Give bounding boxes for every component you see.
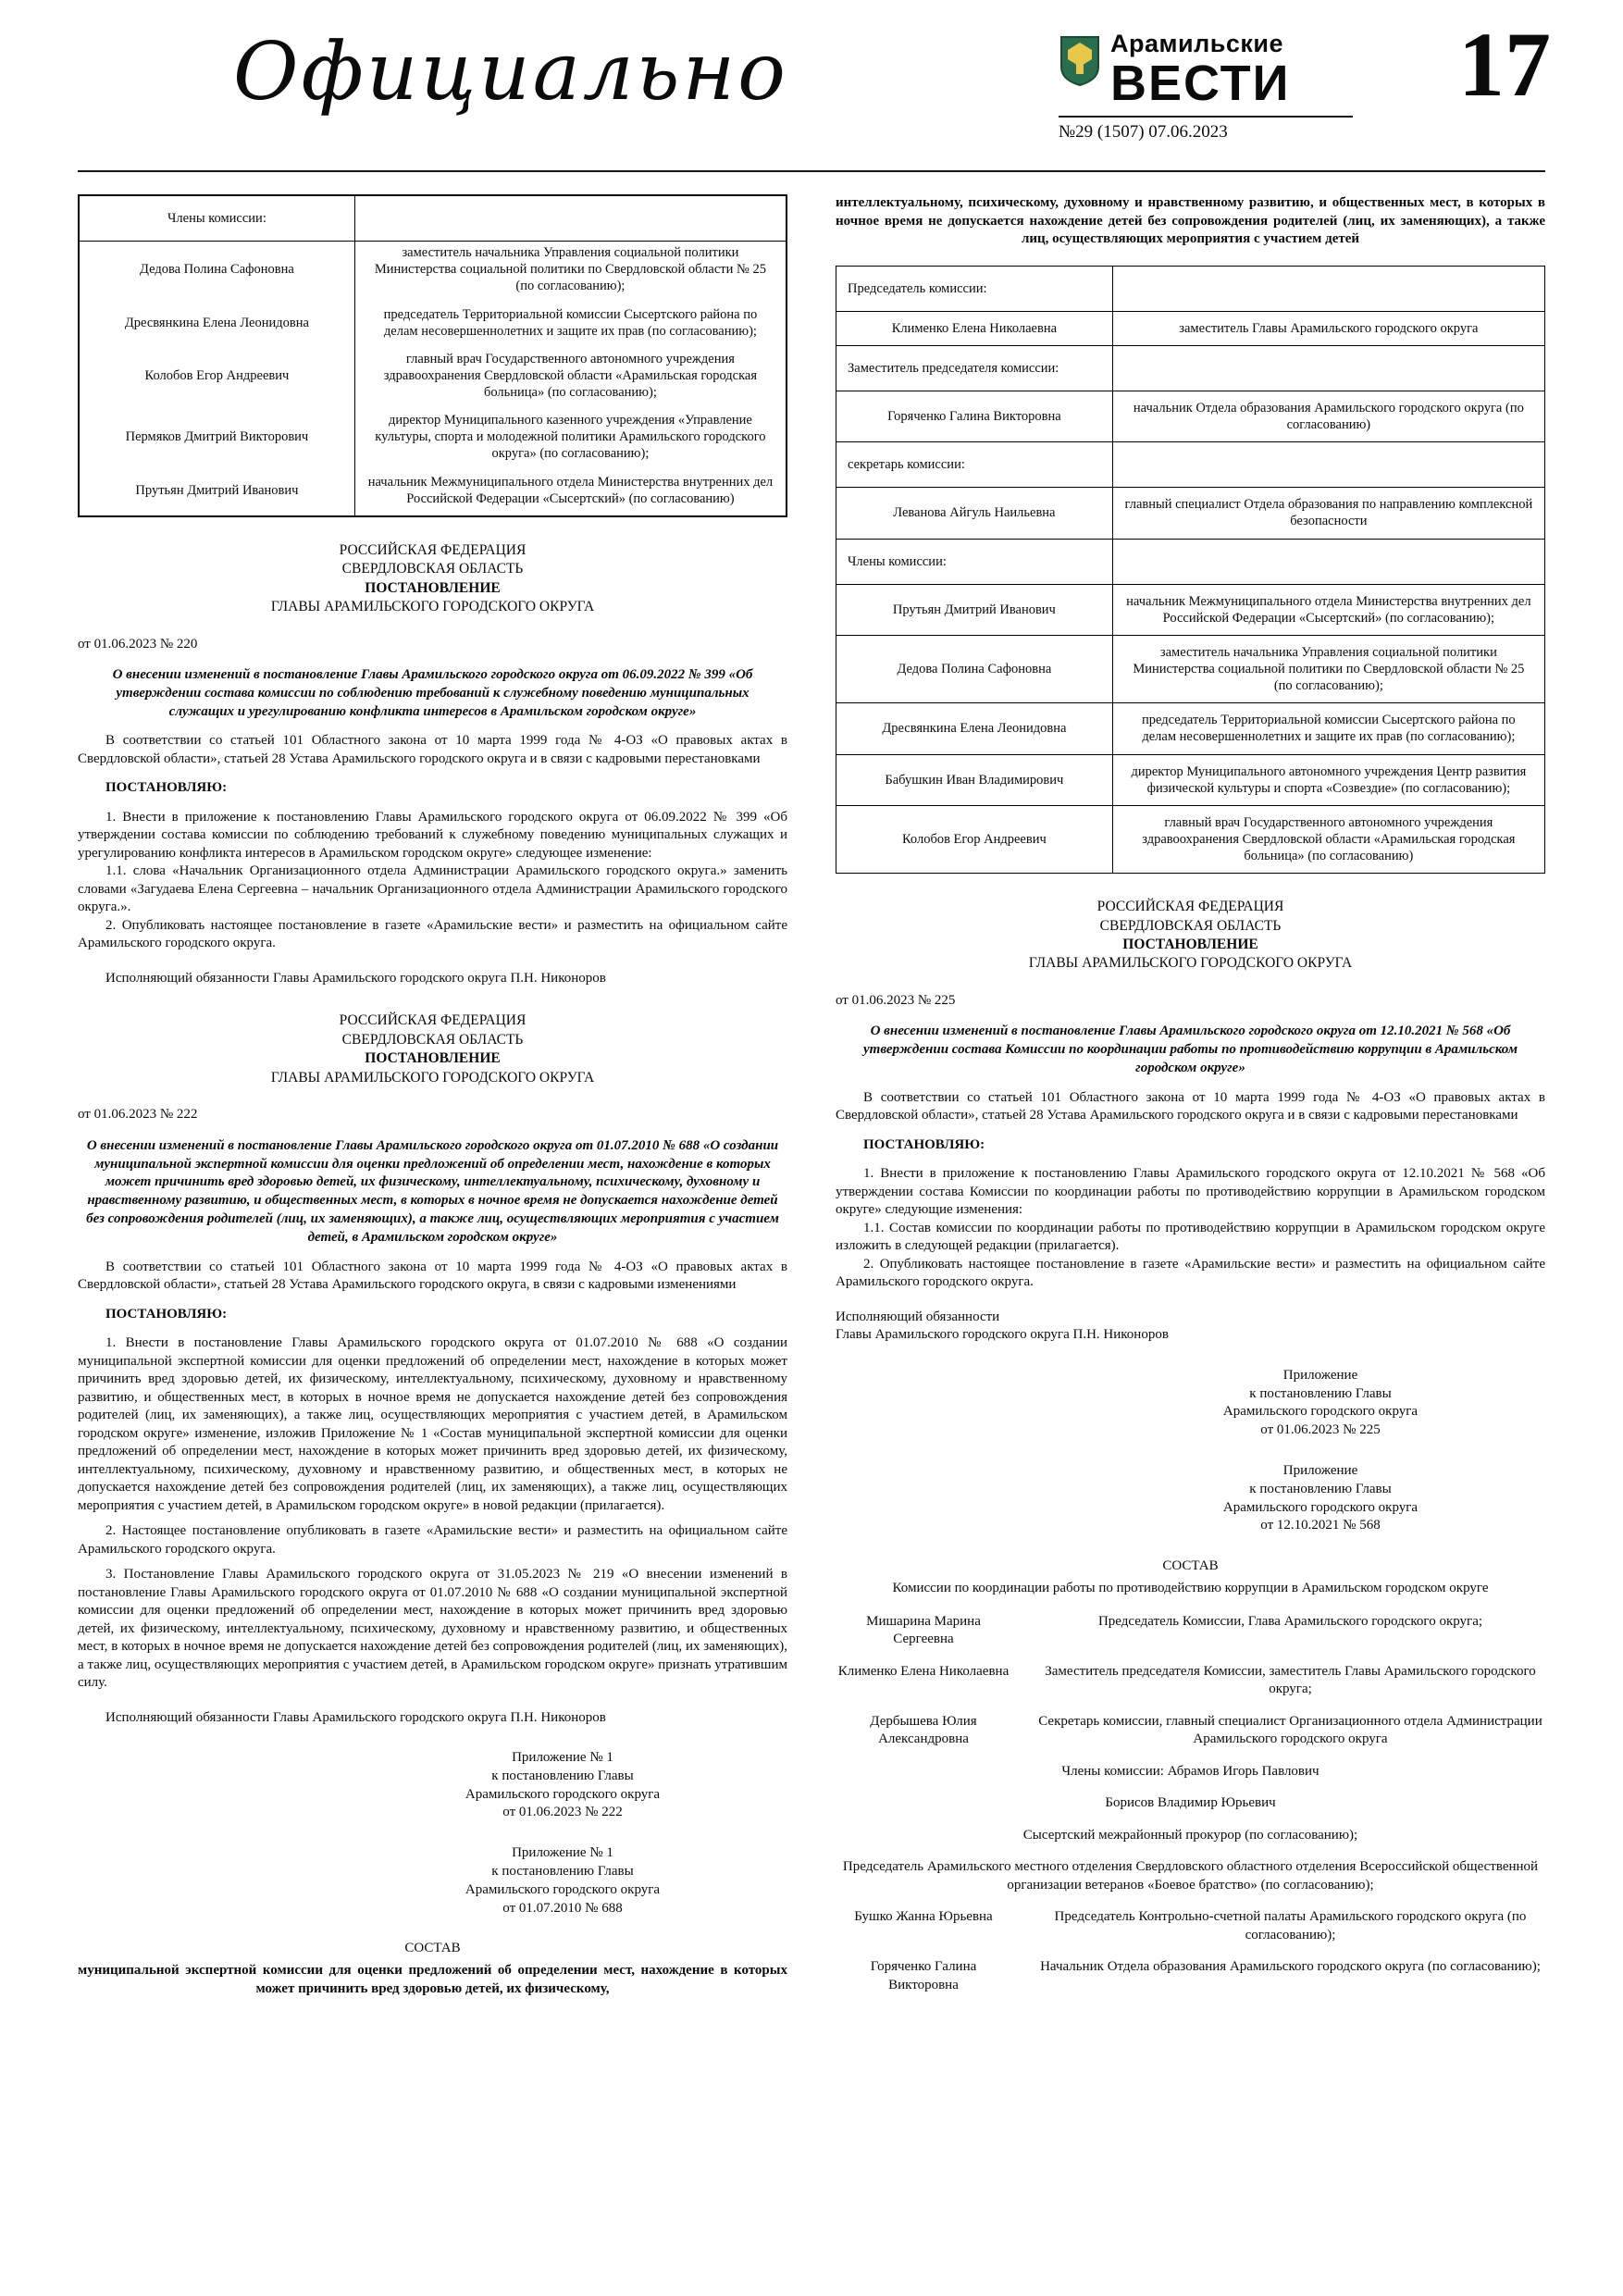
decree-paragraph: 1. Внести в приложение к постановлению Главы Арамильского городского округа от 12.10.2021 № 568 «Об утверждении состава Комиссии по координации работы по противодействию коррупции в Арамильском городском округе» следующие изменения: [836, 1166, 1545, 1218]
member-name-cell: Дедова Полина Сафоновна [140, 262, 294, 278]
member-name-cell: Дресвянкина Елена Леонидовна [836, 703, 1113, 754]
brand-name-bottom: ВЕСТИ [1110, 56, 1291, 111]
newspaper-brand [1059, 31, 1353, 143]
member-name-cell: Прутьян Дмитрий Иванович [836, 584, 1113, 635]
commission-member-line: Сысертский межрайонный прокурор (по согласованию); [1022, 1827, 1358, 1843]
member-name: Клименко Елена Николаевна [837, 1663, 1010, 1679]
member-role: Заместитель председателя Комиссии, заместитель Главы Арамильского городского округа; [1045, 1663, 1536, 1696]
left-column [78, 194, 787, 1999]
decree-title: О внесении изменений в постановление Главы Арамильского городского округа от 12.10.2021 № 568 «Об утверждении состава Комиссии по координации работы по противодействию коррупции в Арамильском городском округе» [863, 1024, 1518, 1076]
sostav-description: муниципальной экспертной комиссии для оценки предложений об определении мест, нахождение в которых может причинить вред здоровью детей, их физическому, [78, 1962, 787, 1996]
appendix-line: от 01.06.2023 № 225 [1260, 1422, 1381, 1438]
member-desc-cell: заместитель Главы Арамильского городского округа [1112, 311, 1544, 345]
signature-line: Главы Арамильского городского округа П.Н. Никоноров [836, 1327, 1169, 1343]
decree-220 [78, 541, 787, 988]
decree-date: от 01.06.2023 № 222 [78, 1107, 198, 1123]
decree-title: О внесении изменений в постановление Главы Арамильского городского округа от 06.09.2022 № 399 «Об утверждении состава комиссии по соблюдению требований к служебному поведению муниципальных служащих и урегулированию конфликта интересов в Арамильском городском округе» [112, 667, 753, 719]
anticorruption-commission-list [836, 1613, 1545, 1995]
commission-member-line: Председатель Арамильского местного отделения Свердловского областного отделения Всероссийской общественной организации ветеранов «Боевое братство» (по согласованию); [842, 1859, 1539, 1893]
member-desc-cell: директор Муниципального автономного учреждения Центр развития физической культуры и спорта «Созвездие» (по согласованию); [1112, 754, 1544, 805]
table-row [79, 242, 787, 304]
member-name-cell: Дедова Полина Сафоновна [836, 635, 1113, 702]
aramil-coat-of-arms-icon [1059, 35, 1101, 87]
commission-member [836, 1613, 1545, 1649]
brand-name-top: Арамильские [1110, 30, 1283, 57]
decree-paragraph: В соответствии со статьей 101 Областного закона от 10 марта 1999 года № 4-ОЗ «О правовых актах в Свердловской области», статьей 28 Устава Арамильского городского округа, в связи с кадровыми изменениями [78, 1259, 787, 1293]
table-row [79, 348, 787, 409]
member-desc-cell: начальник Межмуниципального отдела Министерства внутренних дел Российской Федерации «Сысертский» (по согласованию) [354, 471, 787, 516]
member-desc-cell: председатель Территориальной комиссии Сысертского района по делам несовершеннолетних и защите их прав (по согласованию); [1112, 703, 1544, 754]
member-desc-cell: начальник Межмуниципального отдела Министерства внутренних дел Российской Федерации «Сысертский» (по согласованию); [1112, 584, 1544, 635]
decree-head-line: СВЕРДЛОВСКАЯ ОБЛАСТЬ [341, 1031, 524, 1048]
title-continuation: интеллектуальному, психическому, духовному и нравственному развитию, и общественных мест, в которых в ночное время не допускается нахождение детей без сопровождения родителей (лиц, их заменяющих), а также лиц, осуществляющих мероприятия с участием детей [836, 195, 1545, 246]
decree-head-line: ПОСТАНОВЛЕНИЕ [1122, 937, 1258, 953]
decree-225 [836, 898, 1545, 1345]
member-name-cell: Пермяков Дмитрий Викторович [125, 429, 309, 445]
table-label-row [836, 266, 1545, 311]
member-name-cell: Колобов Егор Андреевич [144, 367, 290, 383]
member-desc-cell: главный специалист Отдела образования по направлению комплексной безопасности [1112, 488, 1544, 539]
decree-paragraph: 1. Внести в приложение к постановлению Главы Арамильского городского округа от 06.09.2022 № 399 «Об утверждении состава комиссии по соблюдению требований к служебному поведению муниципальных служащих и урегулированию конфликта интересов в Арамильском городском округе» следующее изменение: [78, 809, 787, 861]
decree-head-line: РОССИЙСКАЯ ФЕДЕРАЦИЯ [339, 1012, 527, 1029]
table-header-row [79, 195, 787, 242]
member-name: Дербышева Юлия Александровна [870, 1713, 977, 1746]
decree-heading [836, 898, 1545, 974]
member-desc-cell [1112, 345, 1544, 391]
decree-paragraph: В соответствии со статьей 101 Областного закона от 10 марта 1999 года № 4-ОЗ «О правовых актах в Свердловской области», статьей 28 Устава Арамильского городского округа и в связи с кадровыми перестановками [836, 1089, 1545, 1123]
member-name-cell: Колобов Егор Андреевич [836, 805, 1113, 873]
commission-member [836, 1713, 1545, 1749]
decree-resolve-label: ПОСТАНОВЛЯЮ: [105, 1306, 228, 1322]
decree-date: от 01.06.2023 № 225 [836, 992, 956, 1008]
member-desc-cell: заместитель начальника Управления социальной политики Министерства социальной политики по Свердловской области № 25 (по согласованию); [1112, 635, 1544, 702]
appendix-note [410, 1749, 715, 1822]
decree-signature: Исполняющий обязанности Главы Арамильского городского округа П.Н. Никоноров [105, 1709, 606, 1725]
role-label-cell: секретарь комиссии: [836, 442, 1113, 488]
table-row [836, 805, 1545, 873]
content-columns [78, 194, 1545, 1999]
table-row [836, 311, 1545, 345]
decree-paragraph: 1.1. Состав комиссии по координации работы по противодействию коррупции в Арамильском городском округе изложить в следующей редакции (прилагается). [836, 1220, 1545, 1254]
decree-head-line: ГЛАВЫ АРАМИЛЬСКОГО ГОРОДСКОГО ОКРУГА [270, 1069, 595, 1086]
appendix-line: Арамильского городского округа [465, 1786, 661, 1802]
page-number: 17 [1458, 13, 1551, 116]
decree-paragraph: 1.1. слова «Начальник Организационного отдела Администрации Арамильского городского округа.» заменить словами «Загудаева Елена Сергеевна – начальник Организационного отдела Администрации Арамильского городского округа.». [78, 863, 787, 915]
appendix-line: к постановлению Главы [491, 1768, 634, 1783]
decree-head-line: РОССИЙСКАЯ ФЕДЕРАЦИЯ [339, 541, 527, 558]
member-name-cell: Прутьян Дмитрий Иванович [135, 482, 299, 498]
decree-resolve-label: ПОСТАНОВЛЯЮ: [863, 1136, 985, 1152]
table-label-row [836, 442, 1545, 488]
decree-head-line: РОССИЙСКАЯ ФЕДЕРАЦИЯ [1096, 899, 1284, 915]
decree-head-line: ГЛАВЫ АРАМИЛЬСКОГО ГОРОДСКОГО ОКРУГА [1028, 955, 1353, 972]
member-name: Бушко Жанна Юрьевна [854, 1909, 993, 1924]
decree-222 [78, 1011, 787, 1727]
commission-member [836, 1663, 1545, 1699]
table-row [836, 584, 1545, 635]
role-label-cell: Заместитель председателя комиссии: [836, 345, 1113, 391]
table-row [836, 703, 1545, 754]
appendix-line: к постановлению Главы [1249, 1385, 1392, 1401]
decree-paragraph: 2. Опубликовать настоящее постановление в газете «Арамильские вести» и разместить на официальном сайте Арамильского городского округа. [836, 1256, 1545, 1290]
decree-head-line: СВЕРДЛОВСКАЯ ОБЛАСТЬ [341, 561, 524, 577]
table-row [79, 471, 787, 516]
commission-member-line: Борисов Владимир Юрьевич [1105, 1795, 1276, 1810]
decree-signature [836, 1309, 1545, 1345]
decree-paragraph: В соответствии со статьей 101 Областного закона от 10 марта 1999 года № 4-ОЗ «О правовых актах в Свердловской области», статьей 28 Устава Арамильского городского округа и в связи с кадровыми перестановками [78, 733, 787, 766]
brand-name [1110, 30, 1291, 111]
decree-head-line: СВЕРДЛОВСКАЯ ОБЛАСТЬ [1099, 917, 1282, 934]
table-label-row [836, 345, 1545, 391]
right-column [836, 194, 1545, 1999]
table-label-row [836, 539, 1545, 584]
signature-line: Исполняющий обязанности [836, 1309, 1000, 1324]
commission-member [836, 1958, 1545, 1994]
decree-resolve-label: ПОСТАНОВЛЯЮ: [105, 780, 228, 796]
appendix-line: к постановлению Главы [491, 1864, 634, 1880]
member-desc-cell: главный врач Государственного автономного учреждения здравоохранения Свердловской области «Арамильская городская больница» (по согласованию) [1112, 805, 1544, 873]
commission-member [836, 1908, 1545, 1944]
member-role: Председатель Комиссии, Глава Арамильского городского округа; [1097, 1613, 1483, 1629]
decree-signature: Исполняющий обязанности Главы Арамильского городского округа П.Н. Никоноров [105, 970, 606, 986]
decree-heading [78, 541, 787, 617]
appendix-line: Приложение [1282, 1463, 1358, 1479]
table-row [836, 635, 1545, 702]
appendix-line: к постановлению Главы [1249, 1481, 1392, 1496]
decree-paragraph: 2. Опубликовать настоящее постановление в газете «Арамильские вести» и разместить на официальном сайте Арамильского городского округа. [78, 917, 787, 951]
commission-members-table [78, 194, 787, 517]
decree-head-line: ПОСТАНОВЛЕНИЕ [365, 579, 501, 596]
sostav-heading: СОСТАВ [404, 1941, 461, 1956]
sostav-heading: СОСТАВ [1162, 1558, 1219, 1574]
member-desc-cell [1112, 442, 1544, 488]
member-name-cell: Дресвянкина Елена Леонидовна [124, 315, 309, 330]
section-title: Официально [233, 26, 788, 118]
page-header [78, 13, 1551, 172]
member-name: Горяченко Галина Викторовна [870, 1959, 977, 1992]
decree-head-line: ПОСТАНОВЛЕНИЕ [365, 1050, 501, 1067]
member-desc-cell: председатель Территориальной комиссии Сысертского района по делам несовершеннолетних и защите их прав (по согласованию); [354, 304, 787, 348]
member-name-cell: Бабушкин Иван Владимирович [836, 754, 1113, 805]
decree-paragraph: 3. Постановление Главы Арамильского городского округа от 31.05.2023 № 219 «О внесении изменений в постановление Главы Арамильского городского округа от 01.07.2010 № 688 «О создании муниципальной экспертной комиссии для оценки предложений об определении мест, нахождение в которых может причинить вред здоровью детей, их физическому, интеллектуальному, психическому, духовному и нравственному развитию, и общественных мест, в которых в ночное время не допускается нахождение детей без сопровождения родителей (лиц, их заменяющих), а также лиц, осуществляющих мероприятия с участием детей, в Арамильском городском округе» признать утратившим силу. [78, 1567, 787, 1691]
member-name: Мишарина Марина Сергеевна [866, 1613, 981, 1646]
member-role: Секретарь комиссии, главный специалист Организационного отдела Администрации Арамильского городского округа [1038, 1713, 1542, 1746]
table-row [79, 409, 787, 470]
expert-commission-table [836, 266, 1545, 875]
appendix-line: Приложение № 1 [512, 1750, 613, 1766]
appendix-line: Арамильского городского округа [465, 1881, 661, 1897]
appendix-note [1168, 1367, 1473, 1440]
appendix-line: Приложение [1282, 1367, 1358, 1383]
appendix-line: от 01.07.2010 № 688 [502, 1900, 623, 1916]
member-desc-cell [1112, 539, 1544, 584]
member-name-cell: Горяченко Галина Викторовна [836, 391, 1113, 441]
issue-number: №29 (1507) 07.06.2023 [1059, 116, 1353, 143]
table-row [836, 391, 1545, 441]
table-row [836, 488, 1545, 539]
member-role: Председатель Контрольно-счетной палаты Арамильского городского округа (по согласованию); [1054, 1909, 1527, 1942]
table-row [79, 304, 787, 348]
member-desc-cell [1112, 266, 1544, 311]
commission-member-line: Члены комиссии: Абрамов Игорь Павлович [1061, 1763, 1319, 1779]
table-header-cell: Члены комиссии: [79, 195, 354, 242]
member-desc-cell: главный врач Государственного автономного учреждения здравоохранения Свердловской области «Арамильская городская больница» (по согласованию); [354, 348, 787, 409]
table-header-cell-empty [354, 195, 787, 242]
decree-title: О внесении изменений в постановление Главы Арамильского городского округа от 01.07.2010 № 688 «О создании муниципальной экспертной комиссии для оценки предложений об определении мест, нахождение в которых может причинить вред здоровью детей, их физическому, интеллектуальному, психическому, духовному и нравственному развитию, и общественных мест, в которых в ночное время не допускается нахождение детей без сопровождения родителей (лиц, их заменяющих), а также лиц, осуществляющих мероприятия с участием детей, в Арамильском городском округе» [86, 1137, 779, 1245]
appendix-line: от 01.06.2023 № 222 [502, 1805, 623, 1820]
sostav-description: Комиссии по координации работы по противодействию коррупции в Арамильском городском округе [892, 1580, 1489, 1595]
appendix-line: Арамильского городского округа [1222, 1404, 1419, 1420]
appendix-line: Приложение № 1 [512, 1845, 613, 1861]
member-desc-cell: заместитель начальника Управления социальной политики Министерства социальной политики по Свердловской области № 25 (по согласованию); [354, 242, 787, 304]
table-row [836, 754, 1545, 805]
decree-head-line: ГЛАВЫ АРАМИЛЬСКОГО ГОРОДСКОГО ОКРУГА [270, 599, 595, 615]
appendix-note [1168, 1462, 1473, 1535]
member-name-cell: Леванова Айгуль Наильевна [836, 488, 1113, 539]
member-role: Начальник Отдела образования Арамильского городского округа (по согласованию); [1040, 1959, 1541, 1974]
role-label-cell: Члены комиссии: [836, 539, 1113, 584]
appendix-line: Арамильского городского округа [1222, 1499, 1419, 1515]
role-label-cell: Председатель комиссии: [836, 266, 1113, 311]
appendix-note [410, 1844, 715, 1917]
decree-paragraph: 2. Настоящее постановление опубликовать в газете «Арамильские вести» и разместить на официальном сайте Арамильского городского округа. [78, 1523, 787, 1557]
member-name-cell: Клименко Елена Николаевна [836, 311, 1113, 345]
member-desc-cell: директор Муниципального казенного учреждения «Управление культуры, спорта и молодежной политики Арамильского городского округа» (по согласованию); [354, 409, 787, 470]
member-desc-cell: начальник Отдела образования Арамильского городского округа (по согласованию) [1112, 391, 1544, 441]
decree-heading [78, 1011, 787, 1087]
decree-date: от 01.06.2023 № 220 [78, 636, 198, 652]
decree-paragraph: 1. Внести в постановление Главы Арамильского городского округа от 01.07.2010 № 688 «О создании муниципальной экспертной комиссии для оценки предложений об определении мест, нахождение в которых может причинить вред здоровью детей, их физическому, интеллектуальному, психическому, духовному и нравственному развитию, и общественных мест, в которых в ночное время не допускается нахождение детей без сопровождения родителей (лиц, их заменяющих), а также лиц, осуществляющих мероприятия с участием детей, в Арамильском городском округе» изменение, изложив Приложение № 1 «Состав муниципальной экспертной комиссии для оценки предложений об определении мест, нахождение в которых может причинить вред здоровью детей, их физическому, интеллектуальному, психическому, духовному и нравственному развитию, и общественных мест, в которых не допускается нахождение детей без сопровождения родителей (лиц, их заменяющих), а также лиц, осуществляющих мероприятия с участием детей, в Арамильском городском округе» в новой редакции (прилагается). [78, 1335, 787, 1513]
appendix-line: от 12.10.2021 № 568 [1260, 1518, 1381, 1533]
